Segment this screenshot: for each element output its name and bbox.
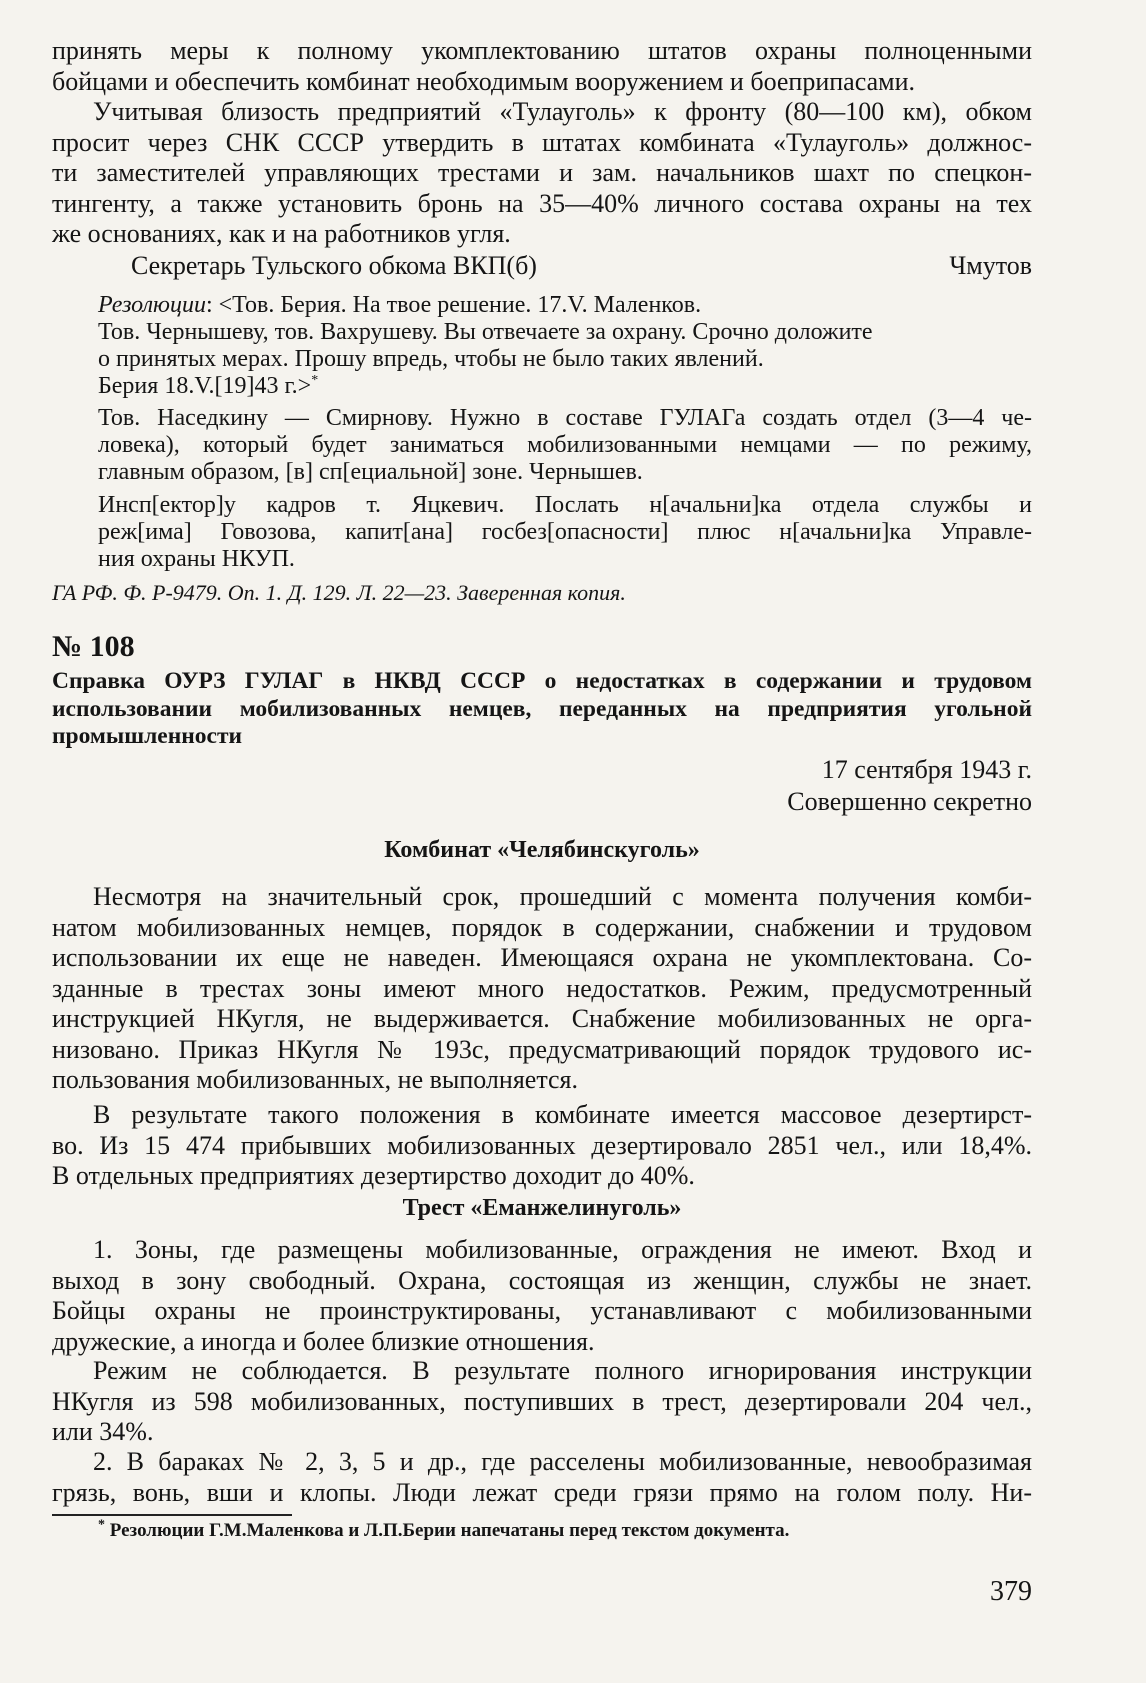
text-line: просит через СНК СССР утвердить в штатах комбината «Тулауголь» должнос- bbox=[52, 127, 1032, 157]
resolution-chernyshev bbox=[98, 405, 1032, 486]
text-line: Бойцы охраны не проинструктированы, устанавливают с мобилизованными bbox=[52, 1296, 1032, 1325]
obkom-request-paragraph bbox=[52, 97, 1032, 250]
resolution-line: ния охраны НКУП. bbox=[98, 546, 295, 572]
text-line: натом мобилизованных немцев, порядок в содержании, снабжении и трудовом bbox=[52, 912, 1032, 942]
continuation-paragraph bbox=[52, 36, 1032, 97]
title-line: промышленности bbox=[52, 723, 243, 749]
text-line: или 34%. bbox=[52, 1417, 154, 1446]
text-line: пользования мобилизованных, не выполняется. bbox=[52, 1065, 578, 1094]
text-line: зданные в трестах зоны имеют много недостатков. Режим, предусмотренный bbox=[52, 973, 1032, 1003]
signatory-name: Чмутов bbox=[949, 251, 1032, 280]
section2-paragraph-1 bbox=[52, 1235, 1032, 1357]
resolution-line: ловека), который будет заниматься мобилизованными немцами — по режиму, bbox=[98, 432, 1032, 458]
resolutions-block bbox=[98, 292, 1032, 400]
text-line: Режим не соблюдается. В результате полного игнорирования инструкции bbox=[93, 1356, 1032, 1385]
footnote bbox=[98, 1517, 1028, 1542]
text-line: тингенту, а также установить бронь на 35—40% личного состава охраны на тех bbox=[52, 188, 1032, 218]
text-line: НКугля из 598 мобилизованных, поступивших в трест, дезертировали 204 чел., bbox=[52, 1386, 1032, 1416]
resolution-line: главным образом, [в] сп[ециальной] зоне. Чернышев. bbox=[98, 459, 643, 485]
section2-paragraph-3 bbox=[52, 1447, 1032, 1508]
title-line: использовании мобилизованных немцев, переданных на предприятия угольной bbox=[52, 695, 1032, 722]
resolution-line: Инсп[ектор]у кадров т. Яцкевич. Послать н[ачальни]ка отдела службы и bbox=[98, 492, 1032, 518]
signature-line bbox=[52, 251, 1032, 281]
signatory-position: Секретарь Тульского обкома ВКП(б) bbox=[131, 251, 537, 280]
resolution-line: Резолюции: <Тов. Берия. На твое решение. 17.V. Маленков. bbox=[98, 292, 702, 318]
document-number: № 108 bbox=[52, 630, 135, 663]
footnote-rule bbox=[52, 1514, 292, 1516]
document-date: 17 сентября 1943 г. bbox=[821, 755, 1032, 784]
page-number: 379 bbox=[990, 1576, 1032, 1607]
text-line: выход в зону свободный. Охрана, состоящая из женщин, службы не знает. bbox=[52, 1265, 1032, 1295]
section1-paragraph-1 bbox=[52, 882, 1032, 1096]
text-line: инструкцией НКугля, не выдерживается. Снабжение мобилизованных не орга- bbox=[52, 1004, 1032, 1033]
text-line: бойцами и обеспечить комбинат необходимым вооружением и боеприпасами. bbox=[52, 66, 915, 96]
section2-paragraph-2 bbox=[52, 1356, 1032, 1448]
resolution-line: реж[има] Говозова, капит[ана] госбез[опасности] плюс н[ачальни]ка Управле- bbox=[98, 519, 1032, 545]
resolution-line: Тов. Наседкину — Смирнову. Нужно в составе ГУЛАГа создать отдел (3—4 че- bbox=[98, 405, 1032, 431]
title-line: Справка ОУРЗ ГУЛАГ в НКВД СССР о недостатках в содержании и трудовом bbox=[52, 668, 1032, 694]
document-title bbox=[52, 668, 1032, 751]
text-line: же основаниях, как и на работников угля. bbox=[52, 219, 511, 248]
resolution-line: Берия 18.V.[19]43 г.>* bbox=[98, 373, 319, 399]
text-line: принять меры к полному укомплектованию штатов охраны полноценными bbox=[52, 36, 1032, 65]
text-line: грязь, вонь, вши и клопы. Люди лежат среди грязи прямо на голом полу. Ни- bbox=[52, 1477, 1032, 1507]
text-line: низовано. Приказ НКугля № 193с, предусматривающий порядок трудового ис- bbox=[52, 1034, 1032, 1064]
text-line: Учитывая близость предприятий «Тулауголь» к фронту (80—100 км), обком bbox=[93, 97, 1032, 126]
text-line: В отдельных предприятиях дезертирство доходит до 40%. bbox=[52, 1161, 695, 1190]
section1-paragraph-2 bbox=[52, 1100, 1032, 1192]
text-line: 2. В бараках № 2, 3, 5 и др., где расселены мобилизованные, невообразимая bbox=[93, 1447, 1032, 1476]
section-heading: Трест «Еманжелинуголь» bbox=[402, 1195, 682, 1221]
resolution-line: о принятых мерах. Прошу впредь, чтобы не было таких явлений. bbox=[98, 346, 764, 372]
resolutions-label: Резолюции bbox=[98, 292, 206, 318]
text-line: ти заместителей управляющих трестами и зам. начальников шахт по спецкон- bbox=[52, 158, 1032, 187]
footnote-mark: * bbox=[98, 1517, 105, 1533]
section-heading: Комбинат «Челябинскуголь» bbox=[384, 837, 700, 863]
text-line: дружеские, а иногда и более близкие отношения. bbox=[52, 1326, 595, 1356]
resolution-yatskevich bbox=[98, 492, 1032, 573]
classification-stamp: Совершенно секретно bbox=[787, 787, 1032, 816]
text-line: 1. Зоны, где размещены мобилизованные, ограждения не имеют. Вход и bbox=[93, 1235, 1032, 1264]
text-line: использовании их еще не наведен. Имеющаяся охрана не укомплектована. Со- bbox=[52, 943, 1032, 972]
text-line: Несмотря на значительный срок, прошедший с момента получения комби- bbox=[93, 882, 1032, 911]
archive-reference: ГА РФ. Ф. Р-9479. Оп. 1. Д. 129. Л. 22—23. Заверенная копия. bbox=[52, 580, 626, 605]
footnote-text: Резолюции Г.М.Маленкова и Л.П.Берии напечатаны перед текстом документа. bbox=[109, 1520, 790, 1541]
resolution-line: Тов. Чернышеву, тов. Вахрушеву. Вы отвечаете за охрану. Срочно доложите bbox=[98, 319, 873, 345]
text-line: во. Из 15 474 прибывших мобилизованных дезертировало 2851 чел., или 18,4%. bbox=[52, 1130, 1032, 1160]
footnote-mark: * bbox=[311, 373, 319, 388]
text-line: В результате такого положения в комбинате имеется массовое дезертирст- bbox=[93, 1100, 1032, 1129]
